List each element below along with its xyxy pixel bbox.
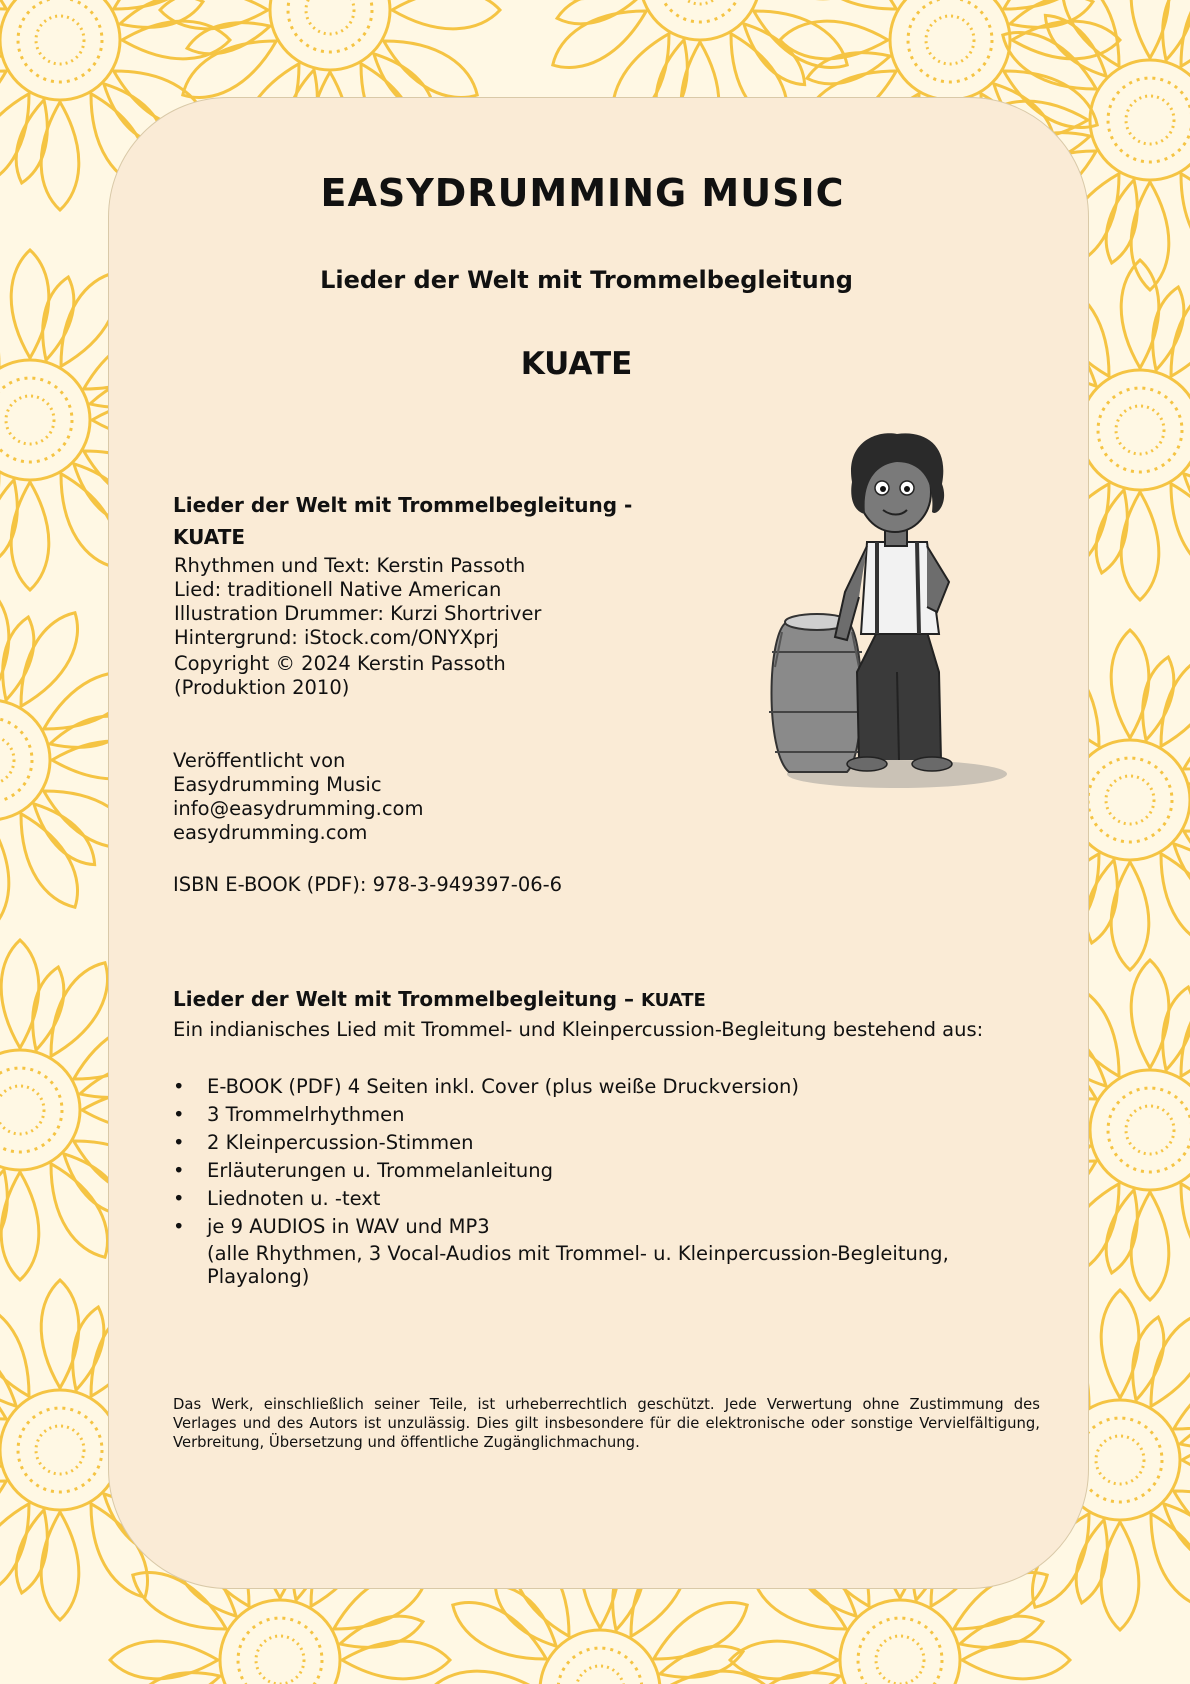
bullet-icon: • [173,1131,185,1154]
bullet-icon: • [173,1075,185,1098]
publisher-website: easydrumming.com [173,821,368,844]
content-card [108,97,1089,1589]
song-title: KUATE [520,346,633,382]
credit-line: Rhythmen und Text: Kerstin Passoth [174,554,526,577]
series-subtitle: Lieder der Welt mit Trommelbegleitung [320,266,853,294]
conga-drum-icon [769,614,865,772]
copyright-line: Copyright © 2024 Kerstin Passoth [174,652,506,675]
bullet-icon: • [173,1159,185,1182]
bullet-icon: • [173,1187,185,1210]
legal-notice: Das Werk, einschließlich seiner Teile, ist urheberrechtlich geschützt. Jede Verwertung ohne Zustimmung des Verlages und des Autors ist unzulässig. Dies gilt insbesondere für die elektronische oder sonstige Vervielfältigung, Verbreitung, Übersetzung und öffentliche Zugänglichmachung. [173,1396,1040,1451]
product-contents-list [173,1073,949,1288]
credits-list [174,554,541,650]
publisher-email: info@easydrumming.com [173,797,424,820]
credit-line: Hintergrund: iStock.com/ONYXprj [174,626,499,649]
credit-line: Lied: traditionell Native American [174,578,502,601]
isbn: ISBN E-BOOK (PDF): 978-3-949397-06-6 [173,873,563,896]
list-item: • Erläuterungen u. Trommelanleitung [173,1157,949,1185]
product-heading-text: Lieder der Welt mit Trommelbegleitung – [173,987,641,1011]
publisher-line: Veröffentlicht von [173,749,346,772]
publisher-block [173,749,423,845]
publisher-title: EASYDRUMMING MUSIC [320,171,845,215]
list-item: • E-BOOK (PDF) 4 Seiten inkl. Cover (plus weiße Druckversion) [173,1073,949,1101]
list-item: • je 9 AUDIOS in WAV und MP3 [173,1213,949,1241]
credits-heading-line1: Lieder der Welt mit Trommelbegleitung - [173,493,633,517]
list-item: • 3 Trommelrhythmen [173,1101,949,1129]
publisher-name: Easydrumming Music [173,773,382,796]
drummer-illustration [727,422,1057,802]
bullet-icon: • [173,1215,185,1238]
credits-heading [173,489,632,553]
audio-note: (alle Rhythmen, 3 Vocal-Audios mit Trommel- u. Kleinpercussion-Begleitung, Playalong) [207,1242,949,1288]
credits-heading-line2: KUATE [173,525,246,549]
bullet-icon: • [173,1103,185,1126]
copyright-block [174,652,506,700]
credit-line: Illustration Drummer: Kurzi Shortriver [174,602,542,625]
product-intro: Ein indianisches Lied mit Trommel- und Kleinpercussion-Begleitung bestehend aus: [173,1018,984,1041]
production-line: (Produktion 2010) [174,676,350,699]
list-item: • 2 Kleinpercussion-Stimmen [173,1129,949,1157]
product-heading-song: KUATE [641,990,706,1011]
product-heading [173,987,706,1011]
list-item: • Liednoten u. -text [173,1185,949,1213]
